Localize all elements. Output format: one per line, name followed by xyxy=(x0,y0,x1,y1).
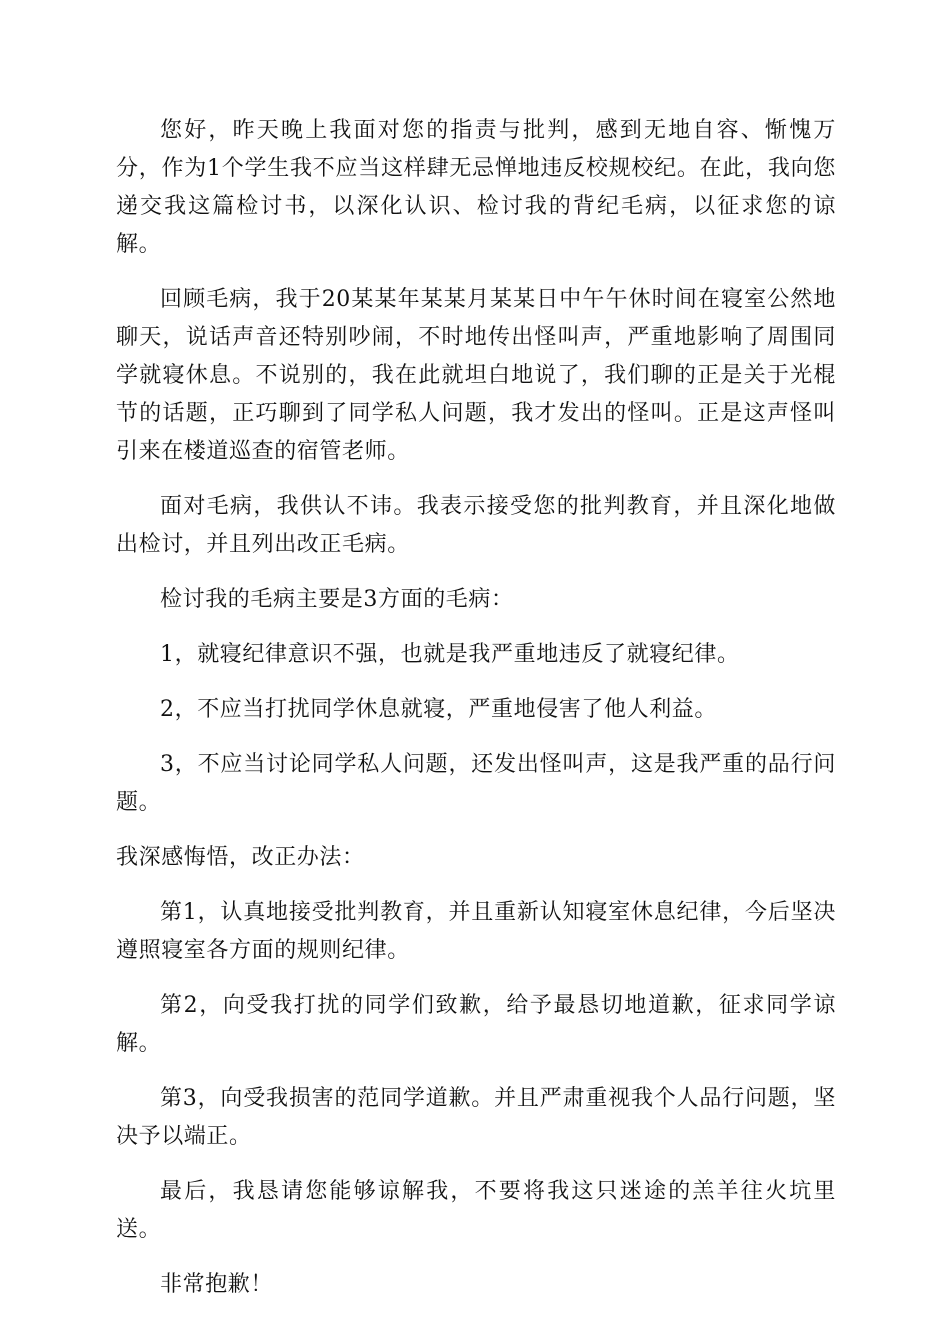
paragraph-closing: 最后，我恳请您能够谅解我，不要将我这只迷途的羔羊往火坑里送。 xyxy=(116,1179,836,1242)
document-body xyxy=(116,112,836,1321)
paragraph-mistake-1: 1，就寝纪律意识不强，也就是我严重地违反了就寝纪律。 xyxy=(160,642,740,667)
paragraph-admission: 面对毛病，我供认不讳。我表示接受您的批判教育，并且深化地做出检讨，并且列出改正毛病。 xyxy=(116,494,836,557)
paragraph-remedy-3: 第3，向受我损害的范同学道歉。并且严肃重视我个人品行问题，坚决予以端正。 xyxy=(116,1086,836,1149)
paragraph-mistake-3: 3，不应当讨论同学私人问题，还发出怪叫声，这是我严重的品行问题。 xyxy=(116,752,836,815)
paragraph-remedy-2: 第2，向受我打扰的同学们致歉，给予最恳切地道歉，征求同学谅解。 xyxy=(116,993,836,1056)
paragraph-review: 回顾毛病，我于20某某年某某月某某日中午午休时间在寝室公然地聊天，说话声音还特别吵闹，不时地传出怪叫声，严重地影响了周围同学就寝休息。不说别的，我在此就坦白地说了，我们聊的正是关于光棍节的话题，正巧聊到了同学私人问题，我才发出的怪叫。正是这声怪叫引来在楼道巡查的宿管老师。 xyxy=(116,287,836,464)
paragraph-mistakes-intro: 检讨我的毛病主要是3方面的毛病： xyxy=(160,587,514,612)
paragraph-apology: 非常抱歉！ xyxy=(160,1272,274,1297)
paragraph-remedy-1: 第1，认真地接受批判教育，并且重新认知寝室休息纪律，今后坚决遵照寝室各方面的规则纪律。 xyxy=(116,900,836,963)
paragraph-remedies-intro: 我深感悔悟，改正办法： xyxy=(116,845,365,870)
paragraph-greeting: 您好，昨天晚上我面对您的指责与批判，感到无地自容、惭愧万分，作为1个学生我不应当这样肆无忌惮地违反校规校纪。在此，我向您递交我这篇检讨书，以深化认识、检讨我的背纪毛病，以征求您的谅解。 xyxy=(116,118,836,257)
paragraph-mistake-2: 2，不应当打扰同学休息就寝，严重地侵害了他人利益。 xyxy=(160,697,717,722)
